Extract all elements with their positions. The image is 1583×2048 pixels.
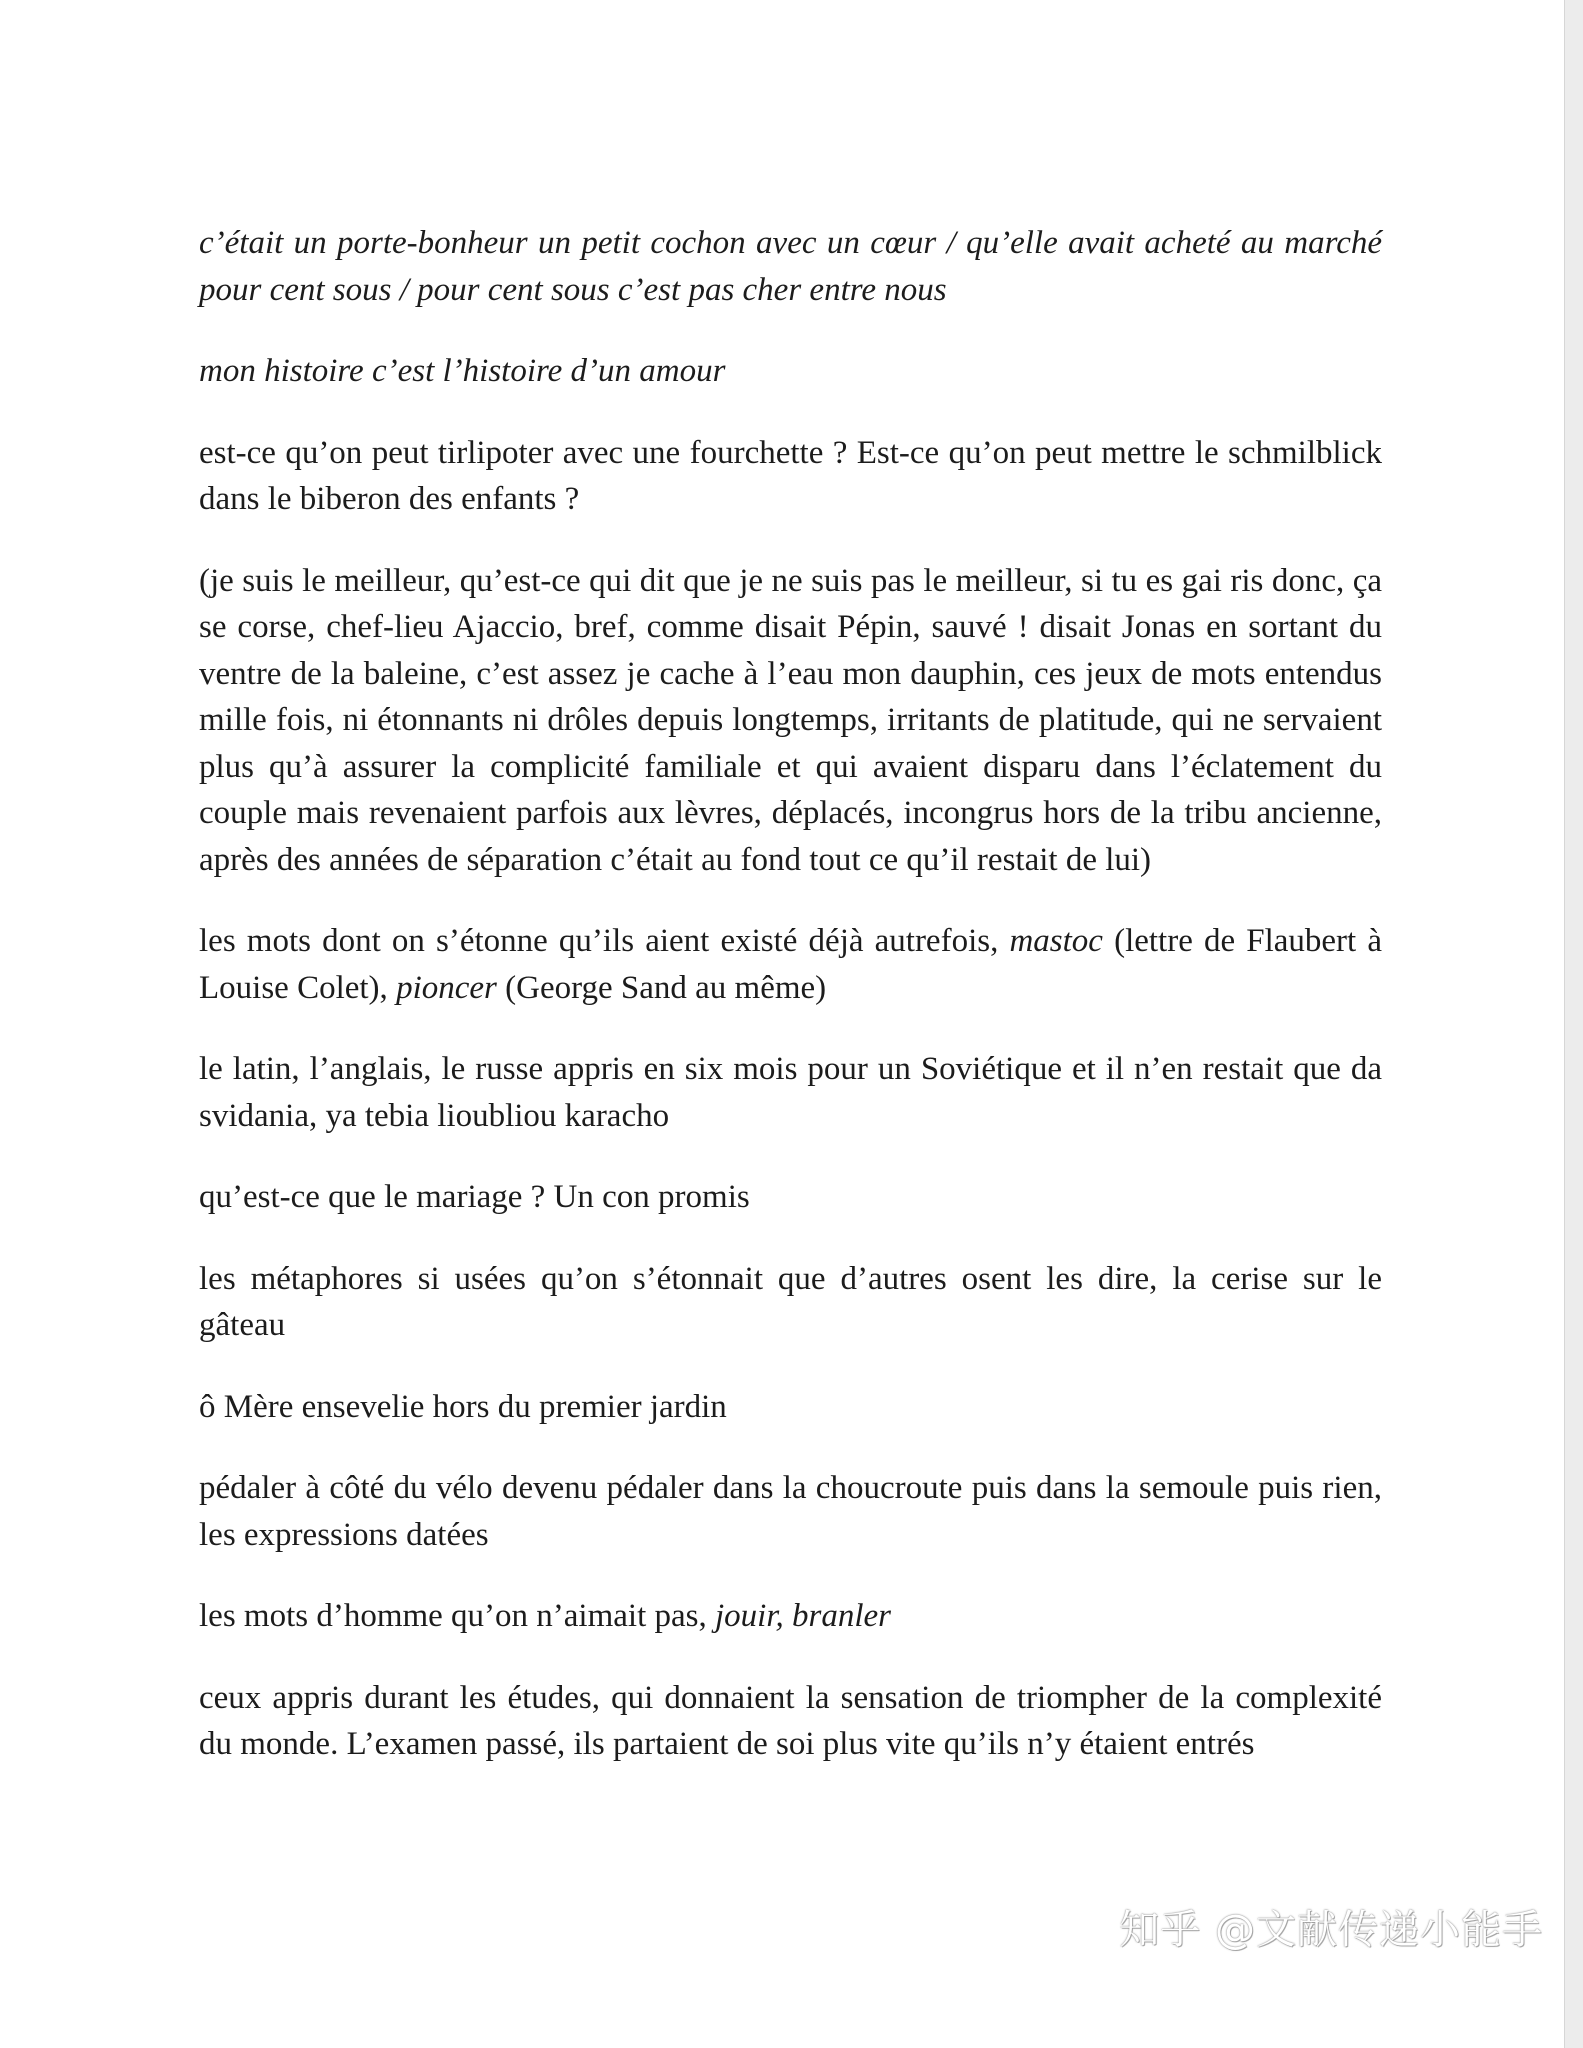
watermark: 知乎 @文献传递小能手: [1119, 1907, 1543, 1953]
page-edge: [1564, 0, 1583, 2048]
text-body: [199, 220, 1382, 1803]
text: les mots dont on s’étonne qu’ils aient existé déjà autrefois,: [199, 923, 1010, 959]
text: pédaler à côté du vélo devenu pédaler dans la choucroute puis dans la semoule puis rien, les expressions datées: [199, 1470, 1382, 1553]
text: ô Mère ensevelie hors du premier jardin: [199, 1388, 727, 1425]
text: les mots d’homme qu’on n’aimait pas,: [199, 1598, 715, 1634]
paragraph-5: [199, 918, 1382, 1011]
paragraph-7: [199, 1174, 1382, 1221]
text: (George Sand au même): [496, 969, 827, 1006]
paragraph-6: [199, 1046, 1382, 1139]
paragraph-8: [199, 1256, 1382, 1349]
text: (je suis le meilleur, qu’est-ce qui dit que je ne suis pas le meilleur, si tu es gai ris donc, ça se corse, chef-lieu Ajaccio, bref, comme disait Pépin, sauvé ! disait Jonas en sortant du ventre de la baleine, c’est assez je cache à l’eau mon dauphin, ces jeux de mots entendus mille fois, ni étonnants ni drôles depuis longtemps, irritants de platitude, qui ne servaient plus qu’à assurer la complicité familiale et qui avaient disparu dans l’éclatement du couple mais revenaient parfois aux lèvres, déplacés, incongrus hors de la tribu ancienne, après des années de séparation c’était au fond tout ce qu’il restait de lui): [199, 562, 1382, 878]
text: qu’est-ce que le mariage ? Un con promis: [199, 1179, 750, 1215]
paragraph-4: [199, 558, 1382, 884]
italic-text: mon histoire c’est l’histoire d’un amour: [199, 353, 726, 389]
paragraph-12: [199, 1675, 1382, 1768]
text: les métaphores si usées qu’on s’étonnait que d’autres osent les dire, la cerise sur le gâteau: [199, 1260, 1382, 1343]
paragraph-9: [199, 1384, 1382, 1431]
paragraph-1: [199, 220, 1382, 313]
paragraph-10: [199, 1465, 1382, 1558]
paragraph-3: [199, 430, 1382, 523]
italic-text: c’était un porte-bonheur un petit cochon avec un cœur / qu’elle avait acheté au marché pour cent sous / pour cent sous c’est pas cher entre nous: [199, 225, 1382, 308]
italic-word: jouir, branler: [715, 1598, 892, 1634]
text: le latin, l’anglais, le russe appris en six mois pour un Soviétique et il n’en restait que da svidania, ya tebia lioubliou karacho: [199, 1051, 1382, 1134]
paragraph-11: [199, 1593, 1382, 1640]
paragraph-2: [199, 348, 1382, 395]
text: (lettre de Flaubert à Louise Colet),: [199, 923, 1382, 1006]
text: ceux appris durant les études, qui donnaient la sensation de triompher de la complexité du monde. L’examen passé, ils partaient de soi plus vite qu’ils n’y étaient entrés: [199, 1679, 1382, 1762]
italic-word: pioncer: [396, 969, 497, 1006]
text: est-ce qu’on peut tirlipoter avec une fourchette ? Est-ce qu’on peut mettre le schmilblick dans le biberon des enfants ?: [199, 434, 1382, 517]
italic-word: mastoc: [1009, 923, 1103, 959]
